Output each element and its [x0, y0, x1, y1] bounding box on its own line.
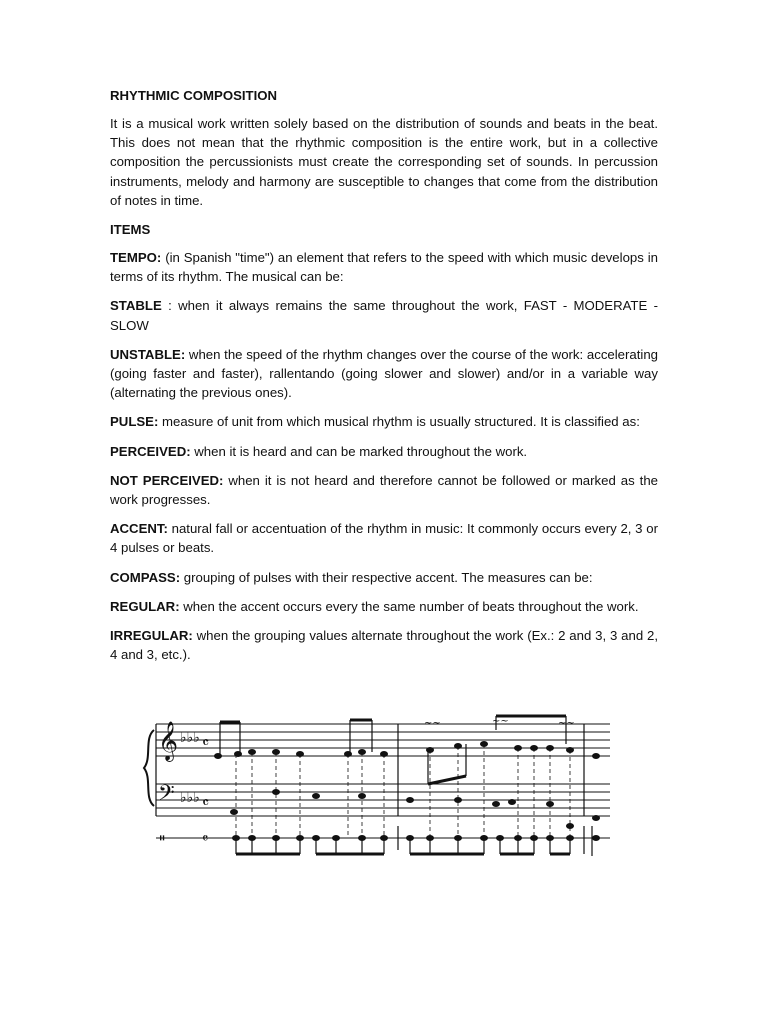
bass-key-signature: ♭♭♭: [180, 790, 200, 806]
definition-stable: [110, 296, 658, 334]
definition-text: when the grouping values alternate throughout the work (Ex.: 2 and 3, 3 and 2, 4 and 3, etc.).: [110, 628, 658, 663]
intro-paragraph: It is a musical work written solely based on the distribution of sounds and beats in the beat. This does not mean that the rhythmic composition is the entire work, but in a collective composition the percussionists must create the corresponding set of sounds. In percussion instruments, melody and harmony are susceptible to changes that come from the distribution of notes in time.: [110, 116, 658, 208]
percussion-time-signature: 𝄴: [202, 831, 209, 847]
treble-key-signature: ♭♭♭: [180, 730, 200, 746]
definition-regular: [110, 597, 658, 616]
document-page: [110, 86, 658, 674]
treble-clef-icon: 𝄞: [158, 721, 179, 761]
definition-pulse: [110, 412, 658, 431]
definition-term: TEMPO:: [110, 250, 162, 266]
definition-term: STABLE: [110, 298, 162, 314]
definition-perceived: [110, 442, 658, 461]
treble-beams: [220, 716, 566, 784]
definition-term: REGULAR:: [110, 598, 180, 614]
turn-ornament-icon: ~~: [558, 718, 575, 729]
definition-text: measure of unit from which musical rhythm is usually structured. It is classified as:: [158, 414, 640, 430]
definition-irregular: [110, 626, 658, 664]
definition-text: when it is heard and can be marked throughout the work.: [190, 443, 528, 459]
definition-term: ACCENT:: [110, 521, 168, 537]
definition-tempo: [110, 248, 658, 286]
mordent-ornament-icon: ~~: [492, 716, 509, 727]
treble-time-signature: 𝄴: [202, 733, 210, 752]
definition-term: NOT PERCEIVED:: [110, 472, 224, 488]
definition-unstable: [110, 345, 658, 403]
alignment-lines: [236, 744, 570, 838]
definition-term: PULSE:: [110, 414, 159, 430]
definition-text: when the accent occurs every the same number of beats throughout the work.: [179, 598, 639, 614]
document-title: RHYTHMIC COMPOSITION: [110, 88, 278, 103]
system-brace: [144, 730, 154, 806]
definition-term: IRREGULAR:: [110, 628, 193, 644]
bar-lines: [156, 724, 592, 856]
definition-text: when the speed of the rhythm changes over the course of the work: accelerating (going faster and faster), rallentando (going slower and slower) and/or in a variable way (alternating the previous ones).: [110, 346, 658, 401]
music-score-image: [140, 714, 616, 862]
definition-accent: [110, 519, 658, 557]
trill-ornament-icon: ~~: [424, 718, 441, 729]
items-heading: ITEMS: [110, 222, 151, 238]
definition-term: UNSTABLE:: [110, 346, 186, 362]
bass-time-signature: 𝄴: [202, 793, 210, 812]
definition-text: : when it always remains the same throughout the work, FAST - MODERATE - SLOW: [110, 298, 658, 333]
bass-staff: [156, 784, 610, 816]
definition-text: when it is not heard and therefore cannot be followed or marked as the work progresses.: [110, 472, 658, 508]
definition-text: (in Spanish "time") an element that refers to the speed with which music develops in terms of its rhythm. The musical can be:: [110, 250, 658, 285]
definition-term: COMPASS:: [110, 569, 181, 585]
definition-text: natural fall or accentuation of the rhythm in music: It commonly occurs every 2, 3 or 4 pulses or beats.: [110, 521, 658, 556]
definition-compass: [110, 568, 658, 587]
definition-term: PERCEIVED:: [110, 443, 191, 459]
definition-not-perceived: [110, 471, 658, 509]
definition-text: grouping of pulses with their respective accent. The measures can be:: [180, 569, 593, 585]
percussion-clef-icon: 𝄥: [160, 831, 165, 847]
bass-clef-icon: 𝄢: [158, 781, 175, 811]
